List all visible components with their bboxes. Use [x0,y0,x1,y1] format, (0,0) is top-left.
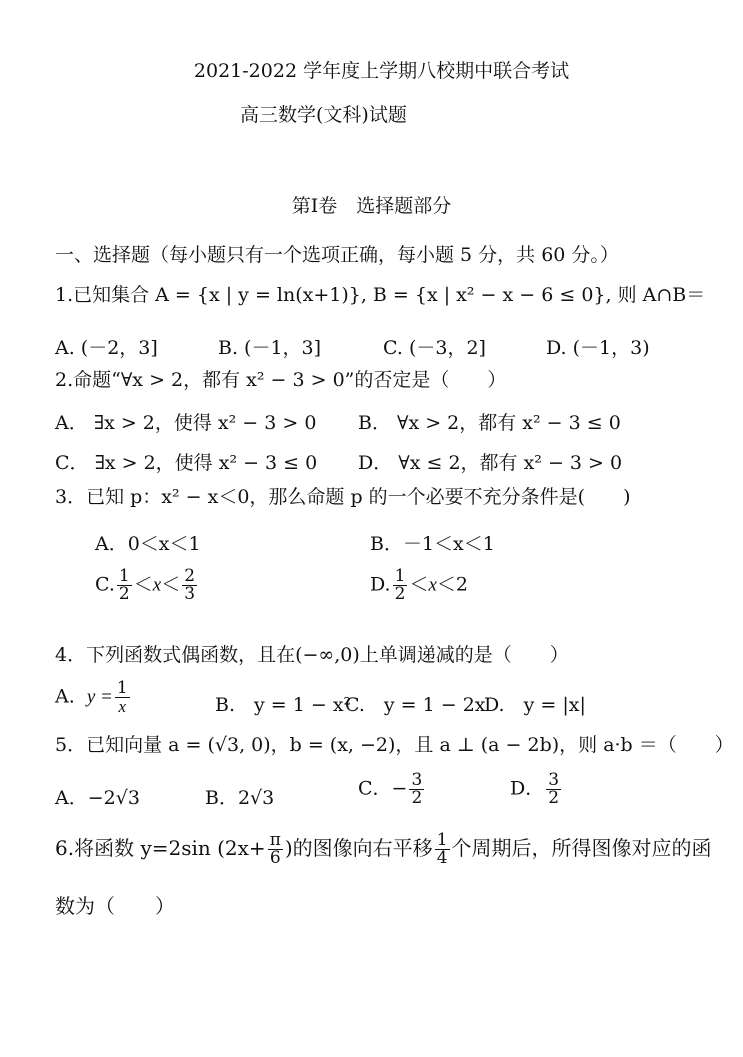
q4-option-a: A. y = $\frac{1}{x}$ [55,678,128,716]
q4-option-d: D. y = |x| [484,694,586,716]
question-5-stem: 5．已知向量 a = (√3, 0)，b = (x, −2)，且 a ⊥ (a − 2b)，则 a·b ＝（ ） [55,734,734,756]
q3-option-c: C. $\frac{1}{2}$ ＜x＜ $\frac{2}{3}$ [95,566,196,604]
q2-option-c: C． ∃x > 2，使得 x² − 3 ≤ 0 [55,452,318,474]
q4-option-b: B. y = 1 − x² [215,694,352,716]
q1-option-c: C. (－3，2] [383,337,486,359]
section-title: 第Ⅰ卷 选择题部分 [291,195,452,217]
q5-option-d: D． $\frac{3}{2}$ [510,770,560,808]
section-instructions: 一、选择题（每小题只有一个选项正确，每小题 5 分，共 60 分。） [55,244,619,266]
fraction-one-half: $\frac{1}{2}$ [394,566,406,604]
question-6-stem-continued: 数为（ ） [55,894,175,918]
q3-option-c-label: C. [95,573,115,596]
q1-option-d: D. (－1，3) [546,337,650,359]
fraction-two-thirds: $\frac{2}{3}$ [184,566,196,604]
question-4-stem: 4．下列函数式偶函数，且在(−∞,0)上单调递减的是（ ） [55,644,569,666]
q3-option-d: D. $\frac{1}{2}$ ＜x＜2 [370,566,468,604]
q5-option-b: B．2√3 [205,787,275,809]
question-6-stem: 6.将函数 y=2sin (2x+ $\frac{\pi}{6}$ )的图像向右平移 $\frac{1}{4}$ 个周期后，所得图像对应的函 [55,830,712,868]
q2-option-b: B． ∀x > 2，都有 x² − 3 ≤ 0 [358,412,621,434]
fraction-three-halves: $\frac{3}{2}$ [548,770,560,808]
q1-option-a: A. (－2，3] [55,337,158,359]
exam-subtitle: 高三数学(文科)试题 [240,104,407,126]
fraction-one-quarter: $\frac{1}{4}$ [436,830,448,868]
q5-option-c: C．− $\frac{3}{2}$ [358,770,423,808]
question-1-stem: 1.已知集合 A = {x | y = ln(x+1)}, B = {x | x² − x − 6 ≤ 0}, 则 A∩B＝ [55,284,706,306]
q4-option-c: C. y = 1 − 2x [345,694,486,716]
question-3-stem: 3．已知 p：x² − x＜0，那么命题 p 的一个必要不充分条件是( ) [55,486,631,508]
fraction-one-half: $\frac{1}{2}$ [118,566,130,604]
q3-option-d-label: D. [370,573,391,596]
q3-option-b: B．－1＜x＜1 [370,533,495,555]
fraction-three-halves: $\frac{3}{2}$ [411,770,423,808]
fraction-one-over-x: $\frac{1}{x}$ [116,678,128,716]
q2-option-a: A． ∃x > 2，使得 x² − 3 > 0 [55,412,317,434]
q1-option-b: B. (－1，3] [218,337,322,359]
exam-title: 2021-2022 学年度上学期八校期中联合考试 [193,60,570,82]
q2-option-d: D． ∀x ≤ 2，都有 x² − 3 > 0 [358,452,623,474]
q3-option-a: A．0＜x＜1 [95,533,201,555]
q5-option-a: A．−2√3 [55,787,140,809]
fraction-pi-over-six: $\frac{\pi}{6}$ [269,830,281,868]
question-2-stem: 2.命题“∀x > 2，都有 x² − 3 > 0”的否定是（ ） [55,369,507,391]
